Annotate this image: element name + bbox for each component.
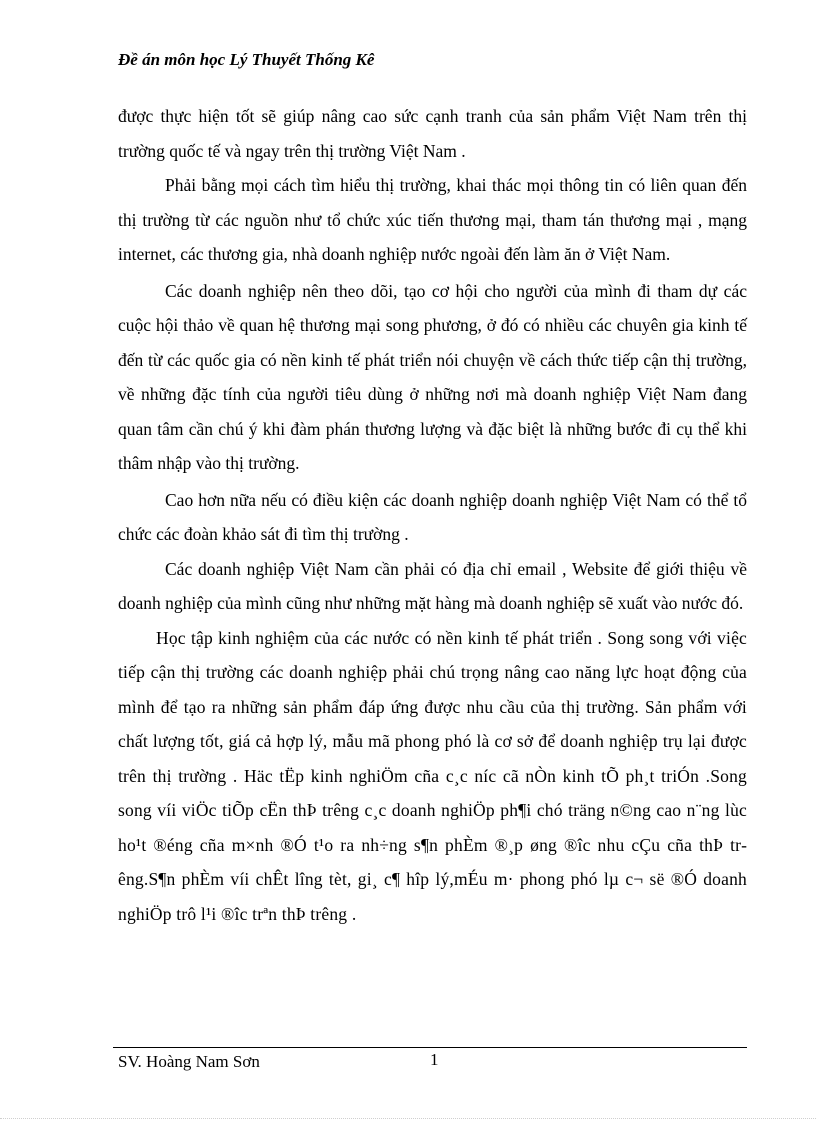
page-boundary [0, 1118, 816, 1119]
document-body [118, 99, 747, 931]
page-number: 1 [430, 1050, 439, 1069]
paragraph: Học tập kinh nghiệm của các nước có nền kinh tế phát triển . Song song với việc tiếp cận thị trường các doanh nghiệp phải chú trọng nâng cao năng lực hoạt động của mình để tạo ra những sản phẩm đáp ứng được nhu cầu của thị trường. Sản phẩm với chất lượng tốt, giá cả hợp lý, mẫu mã phong phó là cơ sở để doanh nghiệp trụ lại được trên thị trường . Häc tËp kinh nghiÖm cña c¸c níc cã nÒn kinh tÕ ph¸t triÓn .Song song víi viÖc tiÕp cËn thÞ trêng c¸c doanh nghiÖp ph¶i chó träng n©ng cao n¨ng lùc ho¹t ®éng cña m×nh ®Ó t¹o ra nh÷ng s¶n phÈm ®¸p øng ®îc nhu cÇu cña thÞ trêng.S¶n phÈm víi chÊt lîng tèt, gi¸ c¶ hîp lý,mÉu m· phong phó lµ c¬ së ®Ó doanh nghiÖp trô l¹i ®îc trªn thÞ trêng . [118, 627, 747, 924]
footer-divider [113, 1047, 747, 1048]
paragraph: Phải bằng mọi cách tìm hiểu thị trường, khai thác mọi thông tin có liên quan đến thị trường từ các nguồn như tổ chức xúc tiến thương mại, tham tán thương mại , mạng internet, các thương gia, nhà doanh nghiệp nước ngoài đến làm ăn ở Việt Nam. [118, 175, 747, 264]
paragraph: Các doanh nghiệp Việt Nam cần phải có địa chỉ email , Website để giới thiệu về doanh nghiệp của mình cũng như những mặt hàng mà doanh nghiệp sẽ xuất vào nước đó. [118, 558, 747, 613]
paragraph: Cao hơn nữa nếu có điều kiện các doanh nghiệp doanh nghiệp Việt Nam có thể tổ chức các đoàn khảo sát đi tìm thị trường . [118, 489, 747, 544]
paragraph: Các doanh nghiệp nên theo dõi, tạo cơ hội cho người của mình đi tham dự các cuộc hội thảo về quan hệ thương mại song phương, ở đó có nhiều các chuyên gia kinh tế đến từ các quốc gia có nền kinh tế phát triển nói chuyện về cách thức tiếp cận thị trường, về những đặc tính của người tiêu dùng ở những nơi mà doanh nghiệp Việt Nam đang quan tâm cần chú ý khi đàm phán thương lượng và đặc biệt là những bước đi cụ thể khi thâm nhập vào thị trường. [118, 280, 747, 473]
footer-author: SV. Hoàng Nam Sơn [118, 1052, 260, 1071]
paragraph: được thực hiện tốt sẽ giúp nâng cao sức cạnh tranh của sản phẩm Việt Nam trên thị trường quốc tế và ngay trên thị trường Việt Nam . [118, 106, 747, 161]
page-header: Đề án môn học Lý Thuyết Thống Kê [118, 50, 375, 69]
